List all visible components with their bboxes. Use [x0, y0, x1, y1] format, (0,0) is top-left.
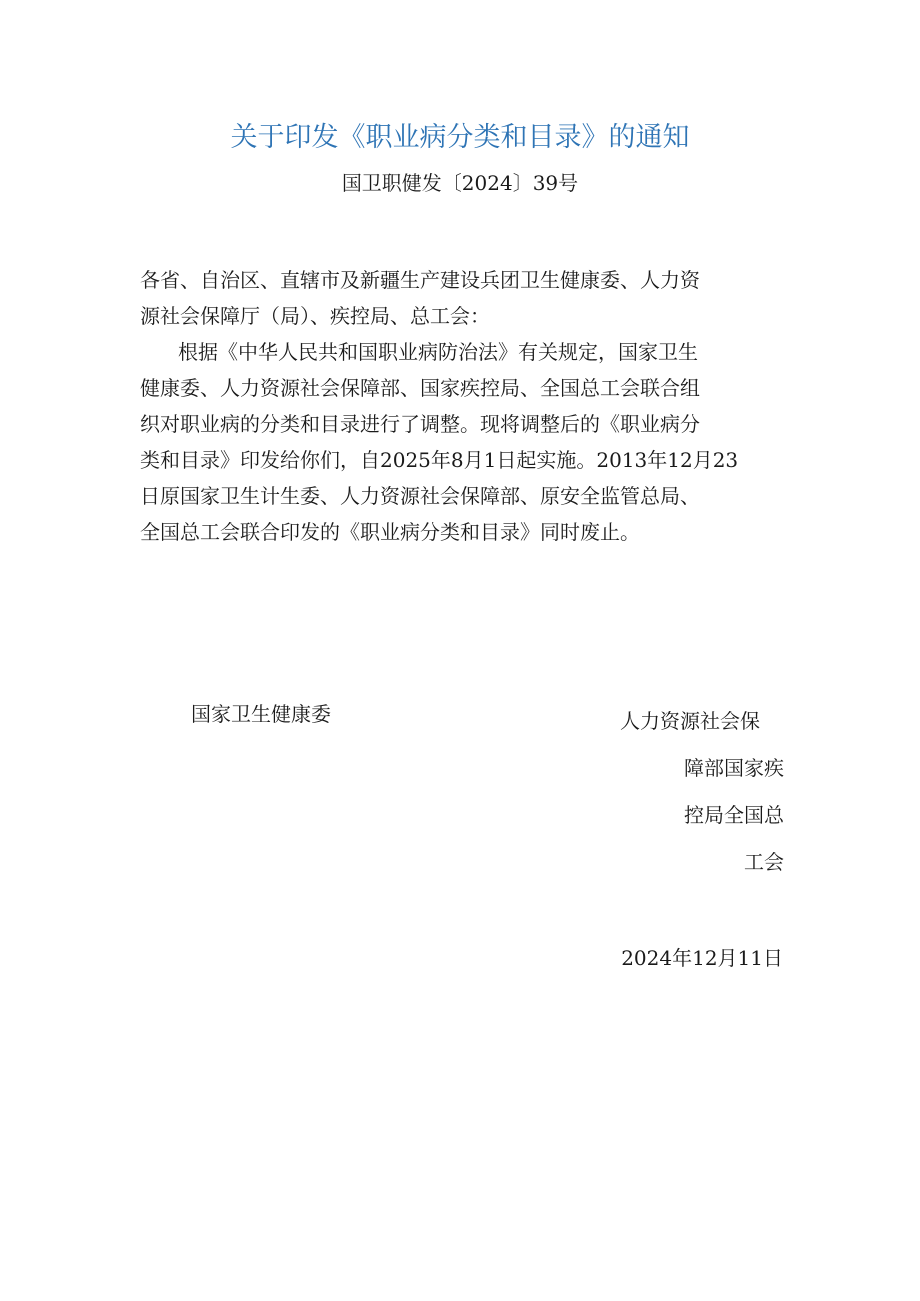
signature-right	[620, 698, 784, 886]
body-line: 根据《中华人民共和国职业病防治法》有关规定，国家卫生	[178, 340, 698, 364]
signature-right-line: 工会	[744, 850, 784, 874]
issue-date: 2024年12月11日	[621, 946, 783, 970]
body-line: 日原国家卫生计生委、人力资源社会保障部、原安全监管总局、	[140, 484, 700, 508]
signature-right-line: 控局全国总	[684, 803, 784, 827]
signature-right-line: 人力资源社会保	[620, 709, 760, 733]
signature-right-line: 障部国家疾	[684, 756, 784, 780]
address-line: 各省、自治区、直辖市及新疆生产建设兵团卫生健康委、人力资	[140, 268, 700, 292]
notice-body	[140, 262, 786, 550]
body-line: 类和目录》印发给你们，自2025年8月1日起实施。2013年12月23	[140, 448, 739, 472]
document-number: 国卫职健发〔2024〕39号	[341, 171, 579, 195]
body-line: 全国总工会联合印发的《职业病分类和目录》同时废止。	[140, 520, 640, 544]
body-line: 健康委、人力资源社会保障部、国家疾控局、全国总工会联合组	[140, 376, 700, 400]
address-line: 源社会保障厅（局）、疾控局、总工会：	[140, 304, 490, 328]
signature-left: 国家卫生健康委	[191, 702, 331, 726]
notice-title: 关于印发《职业病分类和目录》的通知	[230, 122, 690, 153]
body-line: 织对职业病的分类和目录进行了调整。现将调整后的《职业病分	[140, 412, 700, 436]
